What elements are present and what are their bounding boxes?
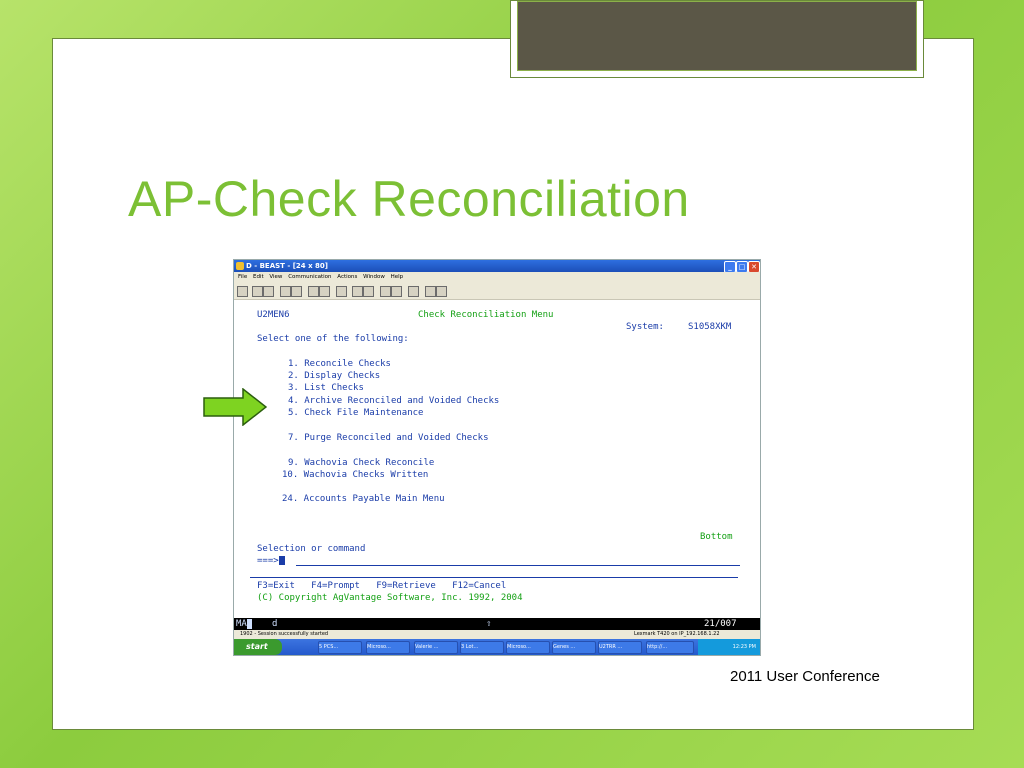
record-icon[interactable] <box>336 286 347 297</box>
menu-actions[interactable]: Actions <box>337 274 358 280</box>
app-icon <box>236 262 244 270</box>
input-underline <box>296 565 740 566</box>
terminal-screen <box>234 300 760 618</box>
prompt-text: Select one of the following: <box>257 334 409 344</box>
menu-option[interactable]: 9. Wachovia Check Reconcile <box>288 458 435 468</box>
taskbar-item[interactable]: Genes ... <box>552 641 596 654</box>
system-tray <box>698 639 760 655</box>
clock: 12:23 PM <box>732 644 756 650</box>
shift-indicator-icon: ⇧ <box>486 619 492 629</box>
text-cursor <box>279 556 285 565</box>
taskbar-item[interactable]: http://... <box>646 641 694 654</box>
system-label: System: <box>626 322 664 332</box>
menu-option[interactable]: 4. Archive Reconciled and Voided Checks <box>288 396 500 406</box>
right-arrow-icon <box>203 388 267 426</box>
taskbar-item[interactable]: Valerie ... <box>414 641 458 654</box>
menu-communication[interactable]: Communication <box>288 274 332 280</box>
terminal-screenshot <box>233 259 761 656</box>
taskbar-item[interactable]: 5 PCS... <box>318 641 362 654</box>
menu-option[interactable]: 3. List Checks <box>288 383 364 393</box>
selection-label: Selection or command <box>257 544 366 554</box>
info-bar <box>234 630 760 639</box>
download-icon[interactable] <box>391 286 402 297</box>
start-button[interactable]: start <box>234 639 282 655</box>
cursor-position: 21/007 <box>704 619 737 629</box>
copy-icon[interactable] <box>252 286 263 297</box>
input-prompt: ===> <box>257 556 279 566</box>
bottom-indicator: Bottom <box>700 532 733 542</box>
session-status: 1902 - Session successfully started <box>240 631 329 637</box>
command-input[interactable] <box>257 556 285 566</box>
window-titlebar <box>234 260 760 272</box>
taskbar-item[interactable]: Microso... <box>366 641 410 654</box>
screen-id: U2MEN6 <box>257 310 290 320</box>
slide-top-tab-panel <box>517 1 917 71</box>
slide-title: AP-Check Reconciliation <box>128 171 690 227</box>
mode-indicator: MA <box>236 619 247 629</box>
screen-title: Check Reconciliation Menu <box>418 310 554 320</box>
send-icon[interactable] <box>280 286 291 297</box>
taskbar-item[interactable]: Microso... <box>506 641 550 654</box>
menu-option[interactable]: 5. Check File Maintenance <box>288 408 424 418</box>
menu-help[interactable]: Help <box>390 274 404 280</box>
menu-option[interactable]: 10. Wachovia Checks Written <box>282 470 429 480</box>
globe-icon[interactable] <box>425 286 436 297</box>
macro-stop-icon[interactable] <box>363 286 374 297</box>
terminal-status-line <box>234 618 760 630</box>
status-d: d <box>272 619 278 629</box>
taskbar-item[interactable]: U2TRR ... <box>598 641 642 654</box>
print-icon[interactable] <box>237 286 248 297</box>
menu-bar <box>234 272 760 283</box>
receive-icon[interactable] <box>291 286 302 297</box>
menu-window[interactable]: Window <box>363 274 385 280</box>
menu-option[interactable]: 2. Display Checks <box>288 371 381 381</box>
mode-box <box>247 619 252 629</box>
close-button[interactable]: ✕ <box>748 261 760 273</box>
minimize-button[interactable]: _ <box>724 261 736 273</box>
menu-option[interactable]: 7. Purge Reconciled and Voided Checks <box>288 433 489 443</box>
menu-file[interactable]: File <box>238 274 248 280</box>
system-value: S1058XKM <box>688 322 732 332</box>
clipboard-icon[interactable] <box>408 286 419 297</box>
maximize-button[interactable]: □ <box>736 261 748 273</box>
window-title: D - BEAST - [24 x 80] <box>246 262 328 270</box>
windows-taskbar <box>234 639 760 655</box>
slide-footer: 2011 User Conference <box>730 668 880 685</box>
separator-line <box>250 577 738 578</box>
taskbar-item[interactable]: 3 Lot... <box>460 641 504 654</box>
keyboard-icon[interactable] <box>319 286 330 297</box>
display-icon[interactable] <box>308 286 319 297</box>
slide-top-tab <box>510 0 924 78</box>
menu-option[interactable]: 24. Accounts Payable Main Menu <box>282 494 445 504</box>
macro-play-icon[interactable] <box>352 286 363 297</box>
function-keys: F3=Exit F4=Prompt F9=Retrieve F12=Cancel <box>257 581 507 591</box>
menu-view[interactable]: View <box>269 274 283 280</box>
printer-status: Lexmark T420 on IP_192.168.1.22 <box>634 631 720 637</box>
menu-option[interactable]: 1. Reconcile Checks <box>288 359 391 369</box>
copyright-text: (C) Copyright AgVantage Software, Inc. 1992, 2004 <box>257 593 523 603</box>
help-icon[interactable] <box>436 286 447 297</box>
menu-edit[interactable]: Edit <box>252 274 264 280</box>
transfer-icon[interactable] <box>380 286 391 297</box>
toolbar <box>234 283 760 300</box>
paste-icon[interactable] <box>263 286 274 297</box>
